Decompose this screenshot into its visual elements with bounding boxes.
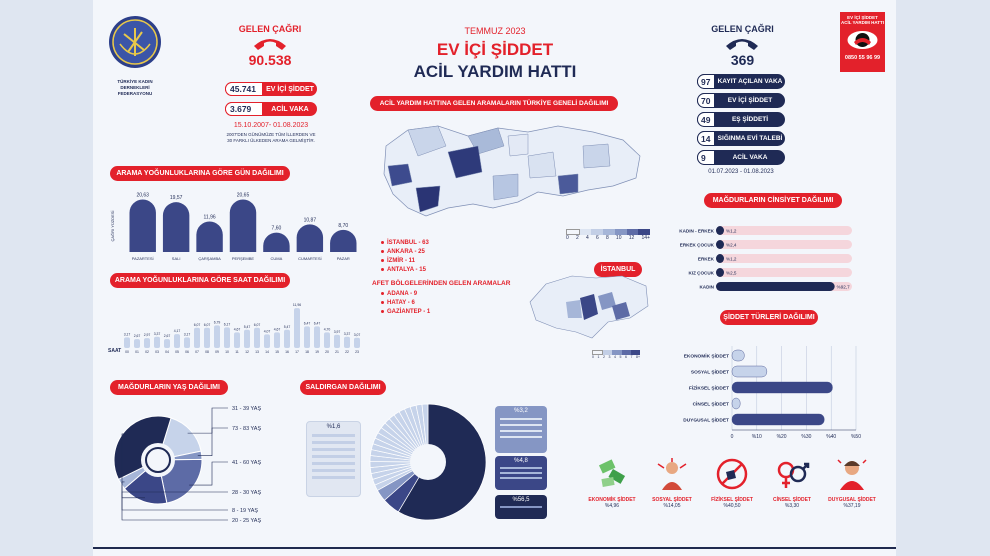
main-title-line2: ACİL YARDIM HATTI <box>413 62 577 81</box>
hour-bar <box>234 332 240 348</box>
age-leader-line <box>188 408 228 433</box>
violence-icons-row <box>582 456 882 526</box>
hour-bar <box>124 337 130 348</box>
hour-bar <box>324 332 330 348</box>
map-legend-tick: 4 <box>585 235 589 241</box>
perpetrator-pie-chart <box>366 400 496 524</box>
gender-bar-chart <box>672 224 862 296</box>
brand-line1: EV İÇİ ŞİDDET <box>847 15 878 20</box>
perpetrator-donut-hole <box>410 444 446 480</box>
emotional-violence-icon <box>832 456 872 492</box>
hour-bar <box>214 325 220 348</box>
hour-bar-label: 6,79 <box>213 320 221 325</box>
violence-category-label: FİZİKSEL ŞİDDET <box>688 386 729 392</box>
hotline-brand-badge <box>840 12 885 72</box>
left-stat-label-1: EV İÇİ ŞİDDET <box>266 85 314 93</box>
gender-distribution-title: MAĞDURLARIN CİNSİYET DAĞILIMI <box>704 193 842 208</box>
perpetrator-panel-1 <box>495 406 547 453</box>
report-month: TEMMUZ 2023 <box>464 26 526 36</box>
day-bar-label: 7,60 <box>271 225 282 232</box>
hour-bar <box>194 328 200 348</box>
hour-category-label: 04 <box>165 350 169 354</box>
gender-category-label: ERKEK ÇOCUK <box>679 242 714 248</box>
violence-tick-label: %10 <box>751 434 762 440</box>
gender-bar <box>716 226 724 235</box>
istanbul-legend-tick: 7 <box>630 355 633 359</box>
violence-tick-label: %20 <box>776 434 787 440</box>
hour-bar-label: 3,37 <box>343 331 351 336</box>
hour-category-label: 01 <box>135 350 139 354</box>
hour-bar-label: 3,07 <box>353 332 361 337</box>
hour-bar <box>144 338 150 348</box>
istanbul-title: İSTANBUL <box>594 262 642 277</box>
hour-category-label: 06 <box>185 350 189 354</box>
top-city-2: ANKARA - 25 <box>381 248 481 257</box>
top-city-4: ANTALYA - 15 <box>381 266 481 275</box>
right-stat-row-5 <box>697 150 785 165</box>
left-stat-number-1: 45.741 <box>225 82 263 96</box>
istanbul-color-legend <box>592 350 640 359</box>
hour-bar-label: 3,37 <box>153 331 161 336</box>
left-stat-row-2 <box>225 102 317 116</box>
sexual-violence-icon <box>772 456 812 492</box>
disaster-region-title: AFET BÖLGELERİNDEN GELEN ARAMALAR <box>372 280 511 287</box>
day-category-label: PAZAR <box>336 256 350 261</box>
right-stat-label-4: SIĞINMA EVİ TALEBİ <box>717 135 783 142</box>
economic-violence-item <box>582 456 642 509</box>
right-stat-number-4: 14 <box>697 131 715 146</box>
brand-line2: ACİL YARDIM HATTI <box>840 20 885 25</box>
logo-caption: TÜRKİYE KADIN DERNEKLERİ FEDERASYONU <box>117 79 153 96</box>
right-stat-label-5: ACİL VAKA <box>732 154 768 161</box>
hour-bar <box>334 335 340 348</box>
age-category-label: 41 - 60 YAŞ <box>232 460 262 466</box>
perpetrator-panel-left <box>306 421 361 497</box>
hour-category-label: 19 <box>315 350 319 354</box>
hour-bar-chart <box>108 296 364 358</box>
age-category-label: 73 - 83 YAŞ <box>232 426 262 432</box>
hour-bar <box>164 339 170 348</box>
hour-category-label: 11 <box>235 350 239 354</box>
social-violence-value: %14,05 <box>663 503 681 509</box>
left-calls-label: GELEN ÇAĞRI <box>238 24 302 34</box>
day-bar-label: 20,63 <box>136 192 149 199</box>
physical-violence-label: FİZİKSEL ŞİDDET <box>711 497 753 503</box>
istanbul-legend-tick: 3 <box>608 355 611 359</box>
hour-bar-label: 2,97 <box>143 333 151 338</box>
map-color-legend <box>566 229 650 241</box>
hour-bar <box>154 337 160 348</box>
day-distribution-title: ARAMA YOĞUNLUKLARINA GÖRE GÜN DAĞILIMI <box>110 166 290 181</box>
hour-category-label: 09 <box>215 350 219 354</box>
istanbul-legend-tick: 0 <box>592 355 594 359</box>
istanbul-map <box>526 262 652 346</box>
perp-value-3: %56,5 <box>512 497 530 503</box>
age-leader-line <box>198 428 228 456</box>
hour-category-label: 17 <box>295 350 299 354</box>
main-title-line1: EV İÇİ ŞİDDET <box>436 40 554 59</box>
day-bar-label: 20,65 <box>236 192 250 199</box>
violence-types-title: ŞİDDET TÜRLERİ DAĞILIMI <box>720 310 818 325</box>
right-stat-number-2: 70 <box>697 93 715 108</box>
hour-category-label: 15 <box>275 350 279 354</box>
perp-value-1: %3,2 <box>514 408 528 414</box>
day-bar-label: 19,57 <box>169 195 183 202</box>
gender-category-label: KIZ ÇOCUK <box>688 270 714 276</box>
right-stat-label-3: EŞ ŞİDDETİ <box>731 116 769 123</box>
istanbul-legend-tick: 6 <box>625 355 627 359</box>
hour-category-label: 20 <box>325 350 329 354</box>
right-stat-label-1: KAYIT AÇILAN VAKA <box>717 78 783 85</box>
right-calls-label: GELEN ÇAĞRI <box>711 24 774 34</box>
right-stat-number-1: 97 <box>697 74 715 89</box>
hour-bar <box>184 337 190 348</box>
right-date-range: 01.07.2023 - 01.08.2023 <box>708 169 774 175</box>
right-stat-number-5: 9 <box>697 150 715 165</box>
social-violence-label: SOSYAL ŞİDDET <box>652 497 692 503</box>
hour-bar-label: 4,67 <box>233 327 241 332</box>
hour-category-label: 14 <box>265 350 269 354</box>
hour-category-label: 23 <box>355 350 359 354</box>
violence-tick-label: 0 <box>730 434 734 440</box>
hour-bar <box>174 334 180 348</box>
left-stat-label-2: ACİL VAKA <box>271 105 309 113</box>
hour-bar-label: 6,07 <box>193 322 201 327</box>
gender-value-label: %1,2 <box>726 256 737 262</box>
right-stat-row-2 <box>697 93 785 108</box>
hour-category-label: 18 <box>305 350 309 354</box>
hour-category-label: 08 <box>205 350 209 354</box>
gender-category-label: KADIN <box>699 284 714 290</box>
emotional-violence-value: %37,19 <box>843 503 861 509</box>
right-calls-total: 369 <box>730 52 755 68</box>
hour-category-label: 07 <box>195 350 199 354</box>
economic-violence-value: %4,96 <box>604 503 620 509</box>
disaster-city-3: GAZİANTEP - 1 <box>381 308 481 317</box>
day-bar <box>196 222 222 252</box>
hour-bar-label: 4,17 <box>173 329 181 334</box>
hour-bar-label: 6,07 <box>203 322 211 327</box>
hour-bar <box>254 328 260 348</box>
day-bar <box>297 224 323 252</box>
day-bar-label: 11,96 <box>203 214 216 221</box>
day-bar <box>330 230 356 252</box>
social-violence-icon <box>652 456 692 492</box>
hour-bar-label: 3,97 <box>333 329 341 334</box>
hour-bar <box>204 328 210 348</box>
violence-bar <box>732 350 744 361</box>
gender-bar <box>716 254 724 263</box>
hour-x-axis-label: SAAT <box>108 348 122 354</box>
day-bar <box>230 199 256 252</box>
gender-category-label: ERKEK <box>697 256 714 262</box>
hour-category-label: 05 <box>175 350 179 354</box>
sexual-violence-label: CİNSEL ŞİDDET <box>773 497 811 503</box>
navy-phone-icon <box>722 36 762 52</box>
map-legend-tick: 6 <box>595 235 599 241</box>
map-title: ACİL YARDIM HATTINA GELEN ARAMALARIN TÜRKİYE GENELİ DAĞILIMI <box>370 96 618 111</box>
violence-bar <box>732 414 824 425</box>
hour-bar <box>304 326 310 348</box>
physical-violence-icon <box>712 456 752 492</box>
hour-bar-label: 6,47 <box>303 321 311 326</box>
economic-violence-icon <box>592 456 632 492</box>
brand-phone: 0850 55 96 99 <box>844 55 881 61</box>
red-phone-icon <box>250 36 290 52</box>
disaster-city-2: HATAY - 6 <box>381 299 481 308</box>
hour-category-label: 02 <box>145 350 149 354</box>
hour-category-label: 16 <box>285 350 289 354</box>
day-bar-label: 10,87 <box>303 217 317 224</box>
age-pie-chart <box>108 400 278 530</box>
hour-bar-label: 2,67 <box>133 334 141 339</box>
left-calls-total: 90.538 <box>248 52 292 68</box>
violence-tick-label: %50 <box>850 434 862 440</box>
hour-category-label: 13 <box>255 350 259 354</box>
hour-bar <box>344 337 350 348</box>
day-y-axis-label: ÇAĞRI YÜZDESİ <box>110 210 115 242</box>
bottom-rule <box>93 547 896 549</box>
hour-category-label: 10 <box>225 350 229 354</box>
hour-bar-label: 2,67 <box>163 334 171 339</box>
violence-category-label: SOSYAL ŞİDDET <box>690 370 729 376</box>
top-city-3: İZMİR - 11 <box>381 257 481 266</box>
hour-bar-label: 6,17 <box>223 322 231 327</box>
age-category-label: 28 - 30 YAŞ <box>232 490 262 496</box>
violence-bar <box>732 382 832 393</box>
left-calls-note: 2007'DEN GÜNÜMÜZE TÜM İLLERDEN VE 30 FARKLI ÜLKEDEN ARAMA GELMİŞTİR. <box>226 132 316 143</box>
hour-category-label: 21 <box>335 350 339 354</box>
hour-category-label: 03 <box>155 350 159 354</box>
day-bar <box>163 202 189 252</box>
hour-distribution-title: ARAMA YOĞUNLUKLARINA GÖRE SAAT DAĞILIMI <box>110 273 290 288</box>
day-bar <box>130 199 156 252</box>
istanbul-legend-tick: 4 <box>614 355 616 359</box>
day-category-label: CUMA <box>270 256 283 261</box>
map-legend-tick: 14+ <box>641 235 650 241</box>
hour-bar <box>134 339 140 348</box>
hour-bar-label: 3,17 <box>123 332 131 337</box>
age-category-label: 8 - 19 YAŞ <box>232 508 259 514</box>
hour-bar <box>354 338 360 348</box>
violence-category-label: DUYGUSAL ŞİDDET <box>683 418 729 424</box>
map-legend-tick: 2 <box>575 235 579 241</box>
right-stat-number-3: 49 <box>697 112 715 127</box>
left-stat-row-1 <box>225 82 317 96</box>
gender-value-label: %92,7 <box>836 284 850 290</box>
social-violence-item <box>642 456 702 509</box>
day-category-label: CUMARTESİ <box>298 256 322 261</box>
day-category-label: SALI <box>171 256 181 261</box>
gender-bar <box>716 240 724 249</box>
hour-bar-label: 4,70 <box>323 327 331 332</box>
violence-category-label: EKONOMİK ŞİDDET <box>683 354 729 360</box>
sexual-violence-item <box>762 456 822 509</box>
top-cities-list <box>381 239 481 275</box>
perp-left-value: %1,6 <box>326 424 341 430</box>
hour-bar <box>244 330 250 348</box>
violence-tick-label: %30 <box>801 434 812 440</box>
hour-bar-label: 11,96 <box>292 303 302 308</box>
economic-violence-label: EKONOMİK ŞİDDET <box>588 497 636 503</box>
violence-bar <box>732 366 767 377</box>
hour-bar-label: 3,17 <box>183 332 191 337</box>
left-stat-number-2: 3.679 <box>225 102 263 116</box>
right-stat-row-1 <box>697 74 785 89</box>
gender-value-label: %1,2 <box>726 228 737 234</box>
gender-bar <box>716 268 724 277</box>
age-category-label: 20 - 25 YAŞ <box>232 518 262 524</box>
violence-bar-chart <box>662 344 862 444</box>
hour-bar <box>274 332 280 348</box>
day-bar-label: 8,70 <box>338 222 349 229</box>
gender-value-label: %2,5 <box>726 270 737 276</box>
perp-value-2: %4,8 <box>514 458 528 464</box>
federation-logo <box>106 14 164 94</box>
gender-bar <box>716 282 835 291</box>
hour-bar <box>294 308 300 348</box>
hour-bar-label: 4,07 <box>263 329 271 334</box>
turkey-map <box>378 116 648 226</box>
hour-bar <box>224 327 230 348</box>
left-date-range: 15.10.2007- 01.08.2023 <box>233 122 309 129</box>
perpetrator-panel-3 <box>495 495 547 519</box>
hour-bar-label: 5,47 <box>283 324 291 329</box>
gender-value-label: %2,4 <box>726 242 737 248</box>
hour-bar <box>314 326 320 348</box>
map-legend-tick: 12 <box>628 235 635 241</box>
eye-phone-icon <box>840 25 885 55</box>
istanbul-legend-tick: 2 <box>603 355 605 359</box>
disaster-cities-list <box>381 290 481 317</box>
gender-category-label: KADIN - ERKEK <box>679 228 714 234</box>
hour-category-label: 00 <box>125 350 129 354</box>
hour-bar-label: 6,47 <box>313 321 321 326</box>
age-category-label: 31 - 39 YAŞ <box>232 406 262 412</box>
physical-violence-item <box>702 456 762 509</box>
day-category-label: PAZARTESİ <box>131 256 154 261</box>
day-bar <box>263 233 289 252</box>
istanbul-legend-tick: 1 <box>597 355 600 359</box>
violence-tick-label: %40 <box>826 434 837 440</box>
right-stat-row-3 <box>697 112 785 127</box>
hour-bar-label: 6,07 <box>253 322 261 327</box>
violence-bar <box>732 398 740 409</box>
istanbul-legend-tick: 8+ <box>636 355 640 359</box>
hour-bar-label: 4,67 <box>273 327 281 332</box>
right-stat-row-4 <box>697 131 785 146</box>
hour-bar <box>284 330 290 348</box>
emotional-violence-item <box>822 456 882 509</box>
violence-category-label: CİNSEL ŞİDDET <box>692 402 729 408</box>
physical-violence-value: %40,50 <box>723 503 741 509</box>
perpetrator-panel-2 <box>495 456 547 490</box>
day-bar-chart <box>108 186 360 266</box>
right-stat-label-2: EV İÇİ ŞİDDET <box>727 97 773 104</box>
map-legend-tick: 10 <box>615 235 622 241</box>
perpetrator-distribution-title: SALDIRGAN DAĞILIMI <box>300 380 386 395</box>
age-distribution-title: MAĞDURLARIN YAŞ DAĞILIMI <box>110 380 228 395</box>
top-city-1: İSTANBUL - 63 <box>381 239 481 248</box>
day-category-label: PERŞEMBE <box>231 256 255 261</box>
hour-bar <box>264 334 270 348</box>
map-legend-tick: 0 <box>566 235 569 241</box>
istanbul-legend-tick: 5 <box>619 355 622 359</box>
disaster-city-1: ADANA - 9 <box>381 290 481 299</box>
emotional-violence-label: DUYGUSAL ŞİDDET <box>828 497 876 503</box>
hour-category-label: 22 <box>345 350 349 354</box>
map-legend-tick: 8 <box>605 235 609 241</box>
sexual-violence-value: %3,30 <box>784 503 800 509</box>
day-category-label: ÇARŞAMBA <box>198 256 221 261</box>
hour-bar-label: 5,47 <box>243 324 251 329</box>
hour-category-label: 12 <box>245 350 249 354</box>
